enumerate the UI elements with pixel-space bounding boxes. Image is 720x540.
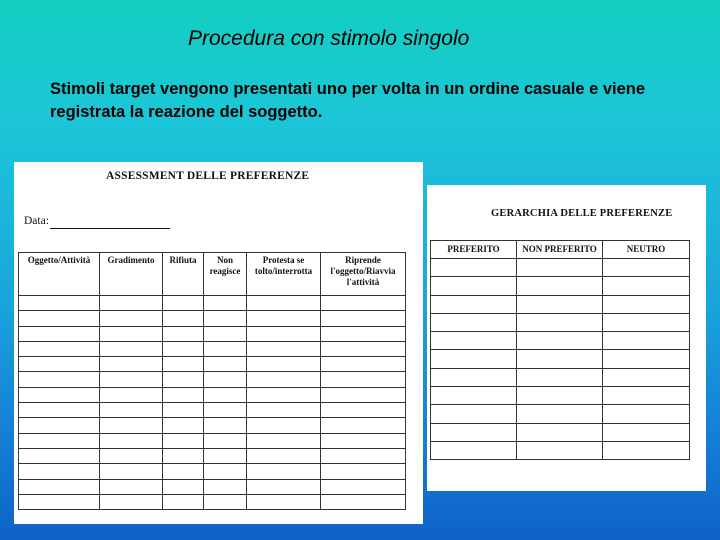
- table-cell: [603, 295, 690, 313]
- table-cell: [517, 423, 603, 441]
- column-header: NON PREFERITO: [517, 241, 603, 259]
- table-cell: [19, 464, 100, 479]
- table-cell: [603, 259, 690, 277]
- table-cell: [247, 418, 321, 433]
- table-cell: [100, 311, 163, 326]
- table-row: [431, 332, 690, 350]
- table-cell: [247, 357, 321, 372]
- table-cell: [19, 357, 100, 372]
- table-cell: [321, 341, 406, 356]
- table-cell: [247, 341, 321, 356]
- table-cell: [517, 332, 603, 350]
- table-row: [19, 311, 406, 326]
- table-row: [19, 433, 406, 448]
- table-row: [431, 277, 690, 295]
- table-row: [431, 423, 690, 441]
- table-cell: [19, 326, 100, 341]
- table-cell: [321, 494, 406, 509]
- table-cell: [321, 448, 406, 463]
- table-cell: [321, 357, 406, 372]
- table-cell: [163, 326, 204, 341]
- column-header: Rifiuta: [163, 253, 204, 296]
- table-cell: [19, 448, 100, 463]
- table-cell: [603, 332, 690, 350]
- table-cell: [321, 326, 406, 341]
- table-cell: [321, 403, 406, 418]
- table-cell: [321, 433, 406, 448]
- table-row: [431, 295, 690, 313]
- table-cell: [204, 311, 247, 326]
- table-cell: [100, 433, 163, 448]
- table-cell: [163, 372, 204, 387]
- gerarchia-table-body: [431, 259, 690, 460]
- assessment-heading: ASSESSMENT DELLE PREFERENZE: [106, 170, 310, 182]
- table-cell: [247, 296, 321, 311]
- table-cell: [163, 448, 204, 463]
- table-cell: [603, 405, 690, 423]
- table-cell: [247, 372, 321, 387]
- assessment-form-image: [14, 162, 423, 524]
- table-cell: [204, 464, 247, 479]
- table-cell: [204, 494, 247, 509]
- table-cell: [163, 357, 204, 372]
- assessment-table-body: [19, 296, 406, 510]
- table-row: [19, 341, 406, 356]
- table-cell: [204, 296, 247, 311]
- table-cell: [163, 387, 204, 402]
- table-cell: [603, 387, 690, 405]
- table-row: [431, 387, 690, 405]
- table-cell: [204, 448, 247, 463]
- table-row: [19, 326, 406, 341]
- table-cell: [321, 464, 406, 479]
- table-cell: [247, 494, 321, 509]
- table-cell: [517, 313, 603, 331]
- table-cell: [603, 423, 690, 441]
- table-row: [19, 494, 406, 509]
- table-cell: [100, 372, 163, 387]
- table-row: [431, 368, 690, 386]
- table-row: [19, 418, 406, 433]
- table-cell: [517, 259, 603, 277]
- table-cell: [19, 494, 100, 509]
- column-header: PREFERITO: [431, 241, 517, 259]
- table-cell: [321, 387, 406, 402]
- table-cell: [19, 341, 100, 356]
- table-cell: [204, 433, 247, 448]
- table-cell: [247, 311, 321, 326]
- column-header: NEUTRO: [603, 241, 690, 259]
- table-cell: [321, 479, 406, 494]
- gerarchia-heading: GERARCHIA DELLE PREFERENZE: [491, 208, 673, 219]
- column-header: Protesta se tolto/interrotta: [247, 253, 321, 296]
- table-cell: [431, 277, 517, 295]
- table-row: [431, 259, 690, 277]
- table-cell: [517, 441, 603, 459]
- column-header: Non reagisce: [204, 253, 247, 296]
- table-cell: [247, 479, 321, 494]
- table-cell: [19, 403, 100, 418]
- table-cell: [247, 448, 321, 463]
- table-cell: [204, 341, 247, 356]
- table-row: [19, 464, 406, 479]
- table-cell: [19, 433, 100, 448]
- table-cell: [204, 326, 247, 341]
- table-cell: [100, 403, 163, 418]
- table-cell: [603, 277, 690, 295]
- table-cell: [321, 296, 406, 311]
- assessment-table: [18, 252, 406, 510]
- slide-title: Procedura con stimolo singolo: [188, 27, 470, 50]
- table-cell: [100, 464, 163, 479]
- table-cell: [517, 277, 603, 295]
- table-row: [19, 357, 406, 372]
- table-row: [19, 296, 406, 311]
- column-header: Riprende l'oggetto/Riavvia l'attività: [321, 253, 406, 296]
- table-cell: [517, 295, 603, 313]
- gerarchia-table: [430, 240, 690, 460]
- table-cell: [431, 295, 517, 313]
- table-cell: [100, 357, 163, 372]
- table-cell: [19, 479, 100, 494]
- table-cell: [247, 387, 321, 402]
- table-cell: [321, 311, 406, 326]
- table-cell: [163, 418, 204, 433]
- table-cell: [204, 387, 247, 402]
- table-cell: [321, 418, 406, 433]
- column-header: Gradimento: [100, 253, 163, 296]
- table-cell: [517, 387, 603, 405]
- table-cell: [100, 341, 163, 356]
- gerarchia-header-row: [431, 241, 690, 259]
- table-cell: [19, 311, 100, 326]
- table-row: [19, 403, 406, 418]
- table-cell: [431, 350, 517, 368]
- table-cell: [163, 479, 204, 494]
- table-row: [19, 448, 406, 463]
- table-cell: [431, 405, 517, 423]
- table-row: [19, 387, 406, 402]
- table-row: [19, 372, 406, 387]
- table-cell: [19, 372, 100, 387]
- table-cell: [431, 368, 517, 386]
- table-row: [431, 313, 690, 331]
- table-cell: [163, 433, 204, 448]
- slide-body-text: Stimoli target vengono presentati uno per volta in un ordine casuale e viene registrata la reazione del soggetto.: [50, 80, 646, 121]
- table-cell: [603, 368, 690, 386]
- table-cell: [431, 332, 517, 350]
- table-cell: [204, 418, 247, 433]
- assessment-header-row: [19, 253, 406, 296]
- table-cell: [247, 433, 321, 448]
- table-cell: [163, 341, 204, 356]
- table-cell: [431, 423, 517, 441]
- table-cell: [100, 494, 163, 509]
- gerarchia-form-image: [427, 185, 706, 491]
- table-cell: [19, 418, 100, 433]
- table-cell: [431, 441, 517, 459]
- table-cell: [204, 403, 247, 418]
- table-cell: [517, 368, 603, 386]
- table-cell: [19, 387, 100, 402]
- table-cell: [247, 403, 321, 418]
- table-cell: [603, 350, 690, 368]
- table-cell: [100, 326, 163, 341]
- table-cell: [603, 441, 690, 459]
- table-row: [431, 350, 690, 368]
- table-cell: [100, 296, 163, 311]
- table-cell: [603, 313, 690, 331]
- table-cell: [163, 464, 204, 479]
- table-cell: [204, 372, 247, 387]
- table-cell: [204, 357, 247, 372]
- table-cell: [431, 387, 517, 405]
- table-cell: [163, 403, 204, 418]
- table-cell: [100, 418, 163, 433]
- table-cell: [431, 259, 517, 277]
- table-row: [431, 405, 690, 423]
- table-cell: [19, 296, 100, 311]
- table-cell: [163, 311, 204, 326]
- table-cell: [431, 313, 517, 331]
- date-label: Data:: [24, 215, 49, 227]
- table-cell: [100, 448, 163, 463]
- table-row: [19, 479, 406, 494]
- table-row: [431, 441, 690, 459]
- table-cell: [517, 350, 603, 368]
- table-cell: [163, 494, 204, 509]
- table-cell: [517, 405, 603, 423]
- date-underline: [50, 228, 170, 229]
- column-header: Oggetto/Attività: [19, 253, 100, 296]
- table-cell: [247, 464, 321, 479]
- table-cell: [100, 479, 163, 494]
- table-cell: [163, 296, 204, 311]
- table-cell: [100, 387, 163, 402]
- table-cell: [321, 372, 406, 387]
- table-cell: [204, 479, 247, 494]
- table-cell: [247, 326, 321, 341]
